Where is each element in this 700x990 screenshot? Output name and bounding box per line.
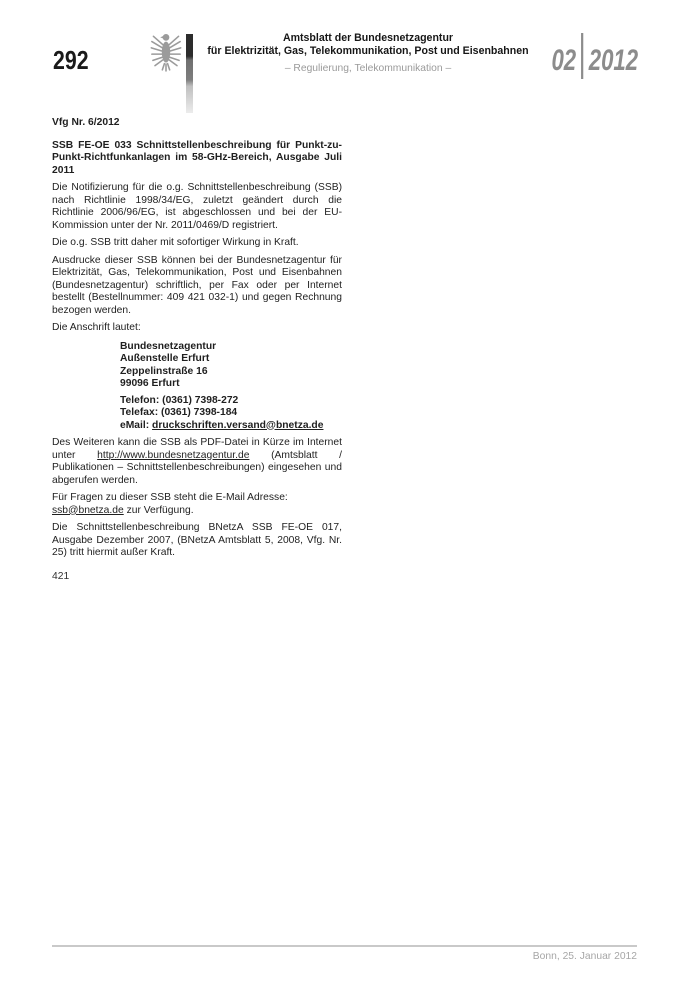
paragraph-internet — [52, 437, 342, 487]
paragraph-internet-text-before: Des Weiteren kann die SSB als PDF-Datei in Kürze im Internet unter — [52, 437, 342, 461]
paragraph-repeal: Die Schnittstellenbeschreibung BNetzA SSB FE-OE 017, Ausgabe Dezember 2007, (BNetzA Amtsblatt 5, 2008, Vfg. Nr. 25) tritt hiermit außer Kraft. — [52, 522, 342, 558]
address-contact — [120, 395, 342, 433]
issue-divider-bar — [581, 33, 583, 79]
masthead-title-line2: für Elektrizität, Gas, Telekommunikation, Post und Eisenbahnen — [207, 45, 529, 57]
address-email-line — [120, 420, 342, 433]
address-fax: Telefax: (0361) 7398-184 — [120, 407, 238, 418]
footer-rule — [52, 945, 637, 947]
masthead-subtitle: – Regulierung, Telekommunikation – — [284, 63, 452, 74]
masthead — [168, 32, 568, 74]
paragraph-questions-text-after: zur Verfügung. — [123, 504, 194, 516]
paragraph-notification: Die Notifizierung für die o.g. Schnittstellenbeschreibung (SSB) nach Richtlinie 1998/34/EG, zuletzt geändert durch die Richtlinie 2006/96/EG, ist abgeschlossen und bei der EU-Kommission unter der Nr. 2011/0469/D registriert. — [52, 182, 342, 231]
item-number: 421 — [52, 571, 70, 582]
issue-number: 02 — [551, 44, 577, 77]
address-block — [120, 341, 342, 433]
decree-number: Vfg Nr. 6/2012 — [52, 117, 120, 128]
paragraph-address-intro: Die Anschrift lautet: — [52, 322, 141, 333]
issue-year: 2012 — [588, 44, 638, 77]
address-street: Zeppelinstraße 16 — [120, 365, 208, 377]
address-city: 99096 Erfurt — [120, 378, 180, 389]
address-email-label: eMail: — [120, 419, 153, 431]
address-phone: Telefon: (0361) 7398-272 — [120, 394, 239, 406]
address-name: Bundesnetzagentur — [120, 340, 217, 352]
paragraph-internet-text-after: (Amtsblatt / Publikationen – Schnittstellenbeschreibungen) eingesehen und abgerufen werden. — [52, 449, 342, 486]
order-email-link[interactable]: druckschriften.versand@bnetza.de — [152, 419, 324, 431]
footer-date: Bonn, 25. Januar 2012 — [532, 951, 637, 962]
issue-label — [551, 33, 638, 79]
paragraph-questions — [52, 492, 342, 517]
website-link[interactable]: http://www.bundesnetzagentur.de — [97, 449, 250, 461]
address-branch: Außenstelle Erfurt — [120, 353, 210, 364]
paragraph-effective: Die o.g. SSB tritt daher mit sofortiger Wirkung in Kraft. — [52, 237, 299, 248]
left-column — [52, 117, 342, 565]
masthead-title-line1: Amtsblatt der Bundesnetzagentur — [282, 32, 454, 44]
questions-email-link[interactable]: ssb@bnetza.de — [52, 504, 124, 516]
paragraph-order: Ausdrucke dieser SSB können bei der Bundesnetzagentur für Elektrizität, Gas, Telekommunikation, Post und Eisenbahnen (Bundesnetzagentur) schriftlich, per Fax oder per Internet bestellt (Bestellnummer: 409 421 032-1) und gegen Rechnung bezogen werden. — [52, 254, 342, 316]
page-number: 292 — [53, 45, 89, 75]
paragraph-questions-line1: Für Fragen zu dieser SSB steht die E-Mail Adresse: — [52, 492, 288, 503]
decree-title: SSB FE-OE 033 Schnittstellenbeschreibung für Punkt-zu-Punkt-Richtfunkanlagen im 58-GHz-Bereich, Ausgabe Juli 2011 — [52, 139, 342, 176]
